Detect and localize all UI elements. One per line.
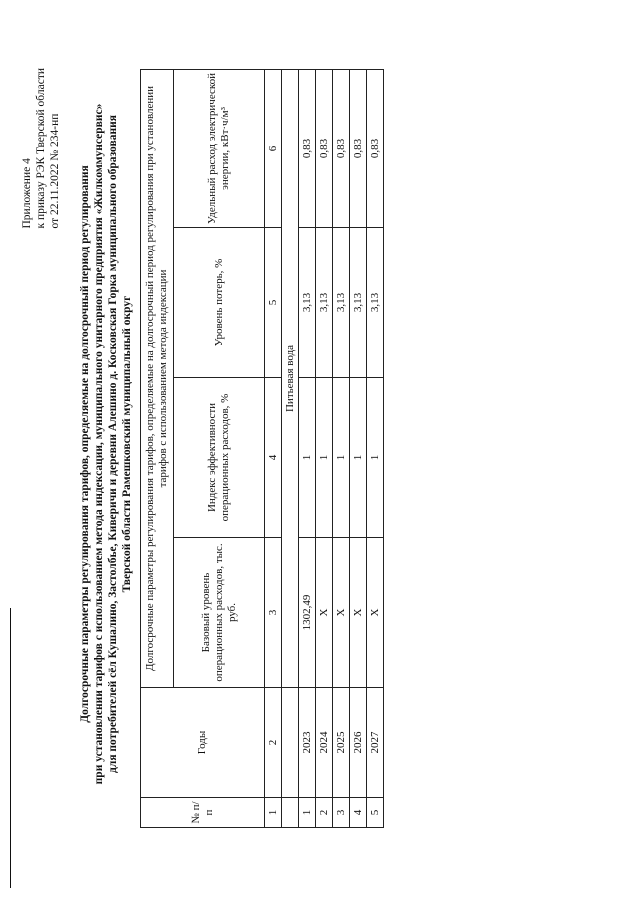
cell-base-opex: X [367, 538, 384, 688]
column-number: 1 [265, 798, 282, 828]
cell-year: 2027 [367, 688, 384, 798]
cell-efficiency-index: 1 [316, 378, 333, 538]
title-line: Тверской области Рамешковский муниципальный округ [121, 295, 133, 593]
cell-number: 5 [367, 798, 384, 828]
tariff-parameters-table [140, 69, 384, 828]
title-line: для потребителей сёл Кушалино, Застолбье, Киверичи и деревни Алешино д. Косковская Горка муниципального образования [107, 115, 119, 773]
header-group: Долгосрочные параметры регулирования тарифов, определяемые на долгосрочный период регулирования при установлении тарифов с использованием метода индексации [141, 69, 174, 687]
cell-loss-level: 3,13 [350, 228, 367, 378]
cell-year: 2024 [316, 688, 333, 798]
table-row [350, 69, 367, 827]
column-number: 3 [265, 538, 282, 688]
section-label: Питьевая вода [282, 69, 299, 687]
cell-number: 3 [333, 798, 350, 828]
margin-rule-line [10, 608, 11, 888]
cell-year: 2026 [350, 688, 367, 798]
header-base-opex: Базовый уровень операционных расходов, тыс. руб. [174, 538, 265, 688]
cell-base-opex: X [316, 538, 333, 688]
cell-base-opex: 1302,49 [299, 538, 316, 688]
column-number: 2 [265, 688, 282, 798]
cell-energy-consumption: 0,83 [299, 69, 316, 227]
cell-loss-level: 3,13 [316, 228, 333, 378]
document-title [78, 54, 134, 834]
table-row [367, 69, 384, 827]
header-loss-level: Уровень потерь, % [174, 228, 265, 378]
cell-efficiency-index: 1 [350, 378, 367, 538]
cell-number: 2 [316, 798, 333, 828]
title-line: при установлении тарифов с использованием метода индексации, муниципального унитарного предприятия «Жилкоммунсервис» [93, 103, 105, 785]
header-number: № п/п [141, 798, 265, 828]
column-number-row [265, 69, 282, 827]
column-number: 5 [265, 228, 282, 378]
cell-efficiency-index: 1 [333, 378, 350, 538]
cell-energy-consumption: 0,83 [367, 69, 384, 227]
column-number: 4 [265, 378, 282, 538]
appendix-reference [20, 68, 62, 229]
cell-number: 1 [299, 798, 316, 828]
cell-loss-level: 3,13 [367, 228, 384, 378]
section-spacer [282, 798, 299, 828]
header-years: Годы [141, 688, 265, 798]
cell-energy-consumption: 0,83 [350, 69, 367, 227]
appendix-line: от 22.11.2022 № 234-нп [49, 113, 61, 229]
cell-efficiency-index: 1 [299, 378, 316, 538]
title-line: Долгосрочные параметры регулирования тарифов, определяемые на долгосрочный период регулирования [79, 165, 91, 723]
appendix-line: к приказу РЭК Тверской области [35, 68, 47, 229]
rotated-document-page [16, 54, 486, 834]
cell-year: 2023 [299, 688, 316, 798]
table-header-row [141, 69, 174, 827]
cell-energy-consumption: 0,83 [333, 69, 350, 227]
cell-base-opex: X [333, 538, 350, 688]
cell-efficiency-index: 1 [367, 378, 384, 538]
cell-number: 4 [350, 798, 367, 828]
section-row [282, 69, 299, 827]
cell-base-opex: X [350, 538, 367, 688]
header-efficiency-index: Индекс эффективности операционных расходов, % [174, 378, 265, 538]
cell-loss-level: 3,13 [333, 228, 350, 378]
table-row [299, 69, 316, 827]
column-number: 6 [265, 69, 282, 227]
header-energy-consumption: Удельный расход электрической энергии, кВт·ч/м³ [174, 69, 265, 227]
table-row [316, 69, 333, 827]
appendix-line: Приложение 4 [21, 158, 33, 229]
section-spacer [282, 688, 299, 798]
cell-loss-level: 3,13 [299, 228, 316, 378]
cell-energy-consumption: 0,83 [316, 69, 333, 227]
cell-year: 2025 [333, 688, 350, 798]
table-row [333, 69, 350, 827]
